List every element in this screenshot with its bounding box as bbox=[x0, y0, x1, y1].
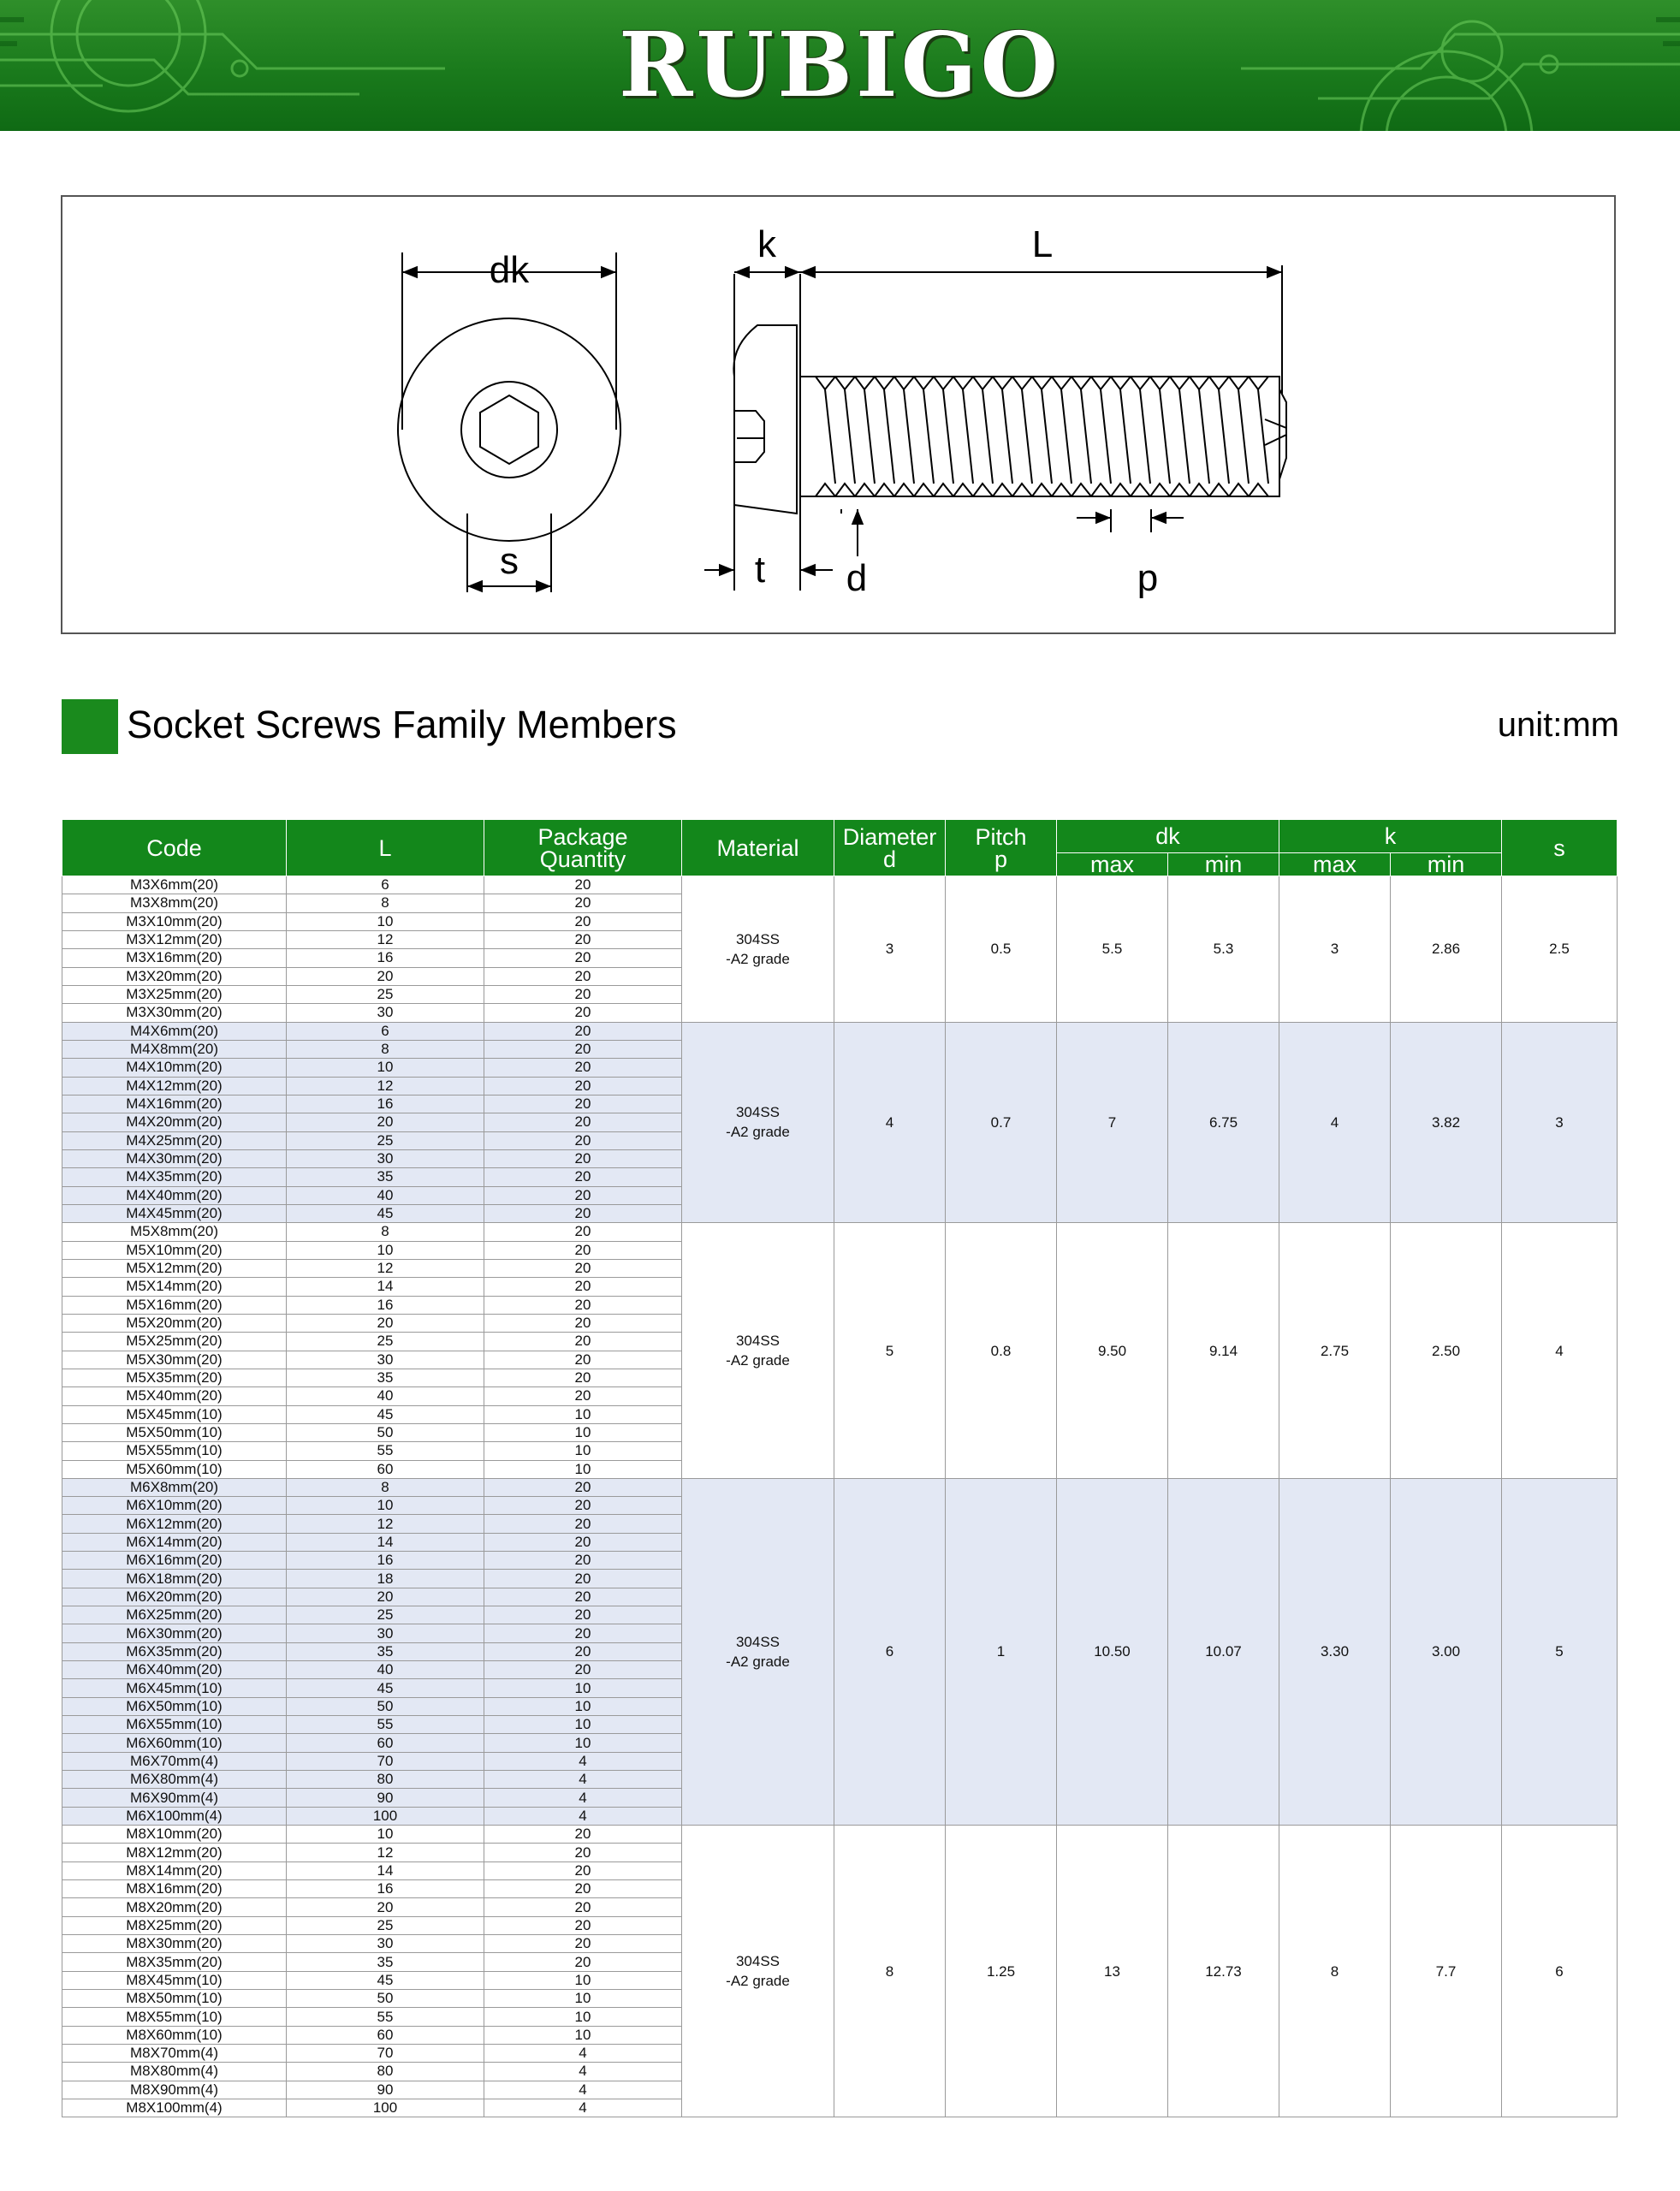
length-cell: 25 bbox=[287, 1916, 484, 1934]
length-cell: 80 bbox=[287, 1771, 484, 1789]
table-row bbox=[62, 1223, 1618, 1241]
code-cell: M6X50mm(10) bbox=[62, 1697, 287, 1715]
code-cell: M5X60mm(10) bbox=[62, 1460, 287, 1478]
code-cell: M4X16mm(20) bbox=[62, 1095, 287, 1113]
length-cell: 25 bbox=[287, 1131, 484, 1149]
code-cell: M5X30mm(20) bbox=[62, 1351, 287, 1369]
length-cell: 35 bbox=[287, 1642, 484, 1660]
code-cell: M6X16mm(20) bbox=[62, 1552, 287, 1570]
code-cell: M5X14mm(20) bbox=[62, 1278, 287, 1296]
label-L: L bbox=[1031, 223, 1054, 265]
length-cell: 60 bbox=[287, 2026, 484, 2044]
length-cell: 35 bbox=[287, 1369, 484, 1386]
length-cell: 16 bbox=[287, 1095, 484, 1113]
package-cell: 20 bbox=[484, 1387, 682, 1405]
material-line2: -A2 grade bbox=[726, 1124, 790, 1141]
code-cell: M6X8mm(20) bbox=[62, 1478, 287, 1496]
header-package-line2: Quantity bbox=[539, 846, 626, 872]
code-cell: M5X40mm(20) bbox=[62, 1387, 287, 1405]
code-cell: M8X30mm(20) bbox=[62, 1935, 287, 1953]
head-circle bbox=[398, 318, 620, 541]
length-cell: 8 bbox=[287, 1223, 484, 1241]
dk-min-cell: 12.73 bbox=[1168, 1826, 1279, 2117]
code-cell: M3X6mm(20) bbox=[62, 876, 287, 894]
length-cell: 90 bbox=[287, 1789, 484, 1807]
code-cell: M3X12mm(20) bbox=[62, 930, 287, 948]
code-cell: M5X50mm(10) bbox=[62, 1423, 287, 1441]
code-cell: M3X16mm(20) bbox=[62, 949, 287, 967]
length-cell: 60 bbox=[287, 1460, 484, 1478]
material-line1: 304SS bbox=[735, 1953, 781, 1970]
length-cell: 16 bbox=[287, 949, 484, 967]
package-cell: 10 bbox=[484, 1990, 682, 2008]
length-cell: 18 bbox=[287, 1570, 484, 1588]
material-line1: 304SS bbox=[735, 930, 781, 947]
length-cell: 45 bbox=[287, 1971, 484, 1989]
length-cell: 20 bbox=[287, 1898, 484, 1916]
code-cell: M4X20mm(20) bbox=[62, 1113, 287, 1131]
header-s: s bbox=[1502, 820, 1618, 876]
material-cell bbox=[682, 1826, 834, 2117]
dk-max-cell: 13 bbox=[1057, 1826, 1168, 2117]
code-cell: M6X45mm(10) bbox=[62, 1679, 287, 1697]
length-cell: 30 bbox=[287, 1149, 484, 1167]
length-cell: 14 bbox=[287, 1278, 484, 1296]
diameter-cell: 6 bbox=[834, 1478, 946, 1825]
code-cell: M8X55mm(10) bbox=[62, 2008, 287, 2026]
package-cell: 20 bbox=[484, 894, 682, 912]
screw-drawing bbox=[62, 197, 1614, 632]
length-cell: 50 bbox=[287, 1423, 484, 1441]
length-cell: 20 bbox=[287, 1588, 484, 1606]
code-cell: M8X45mm(10) bbox=[62, 1971, 287, 1989]
s-cell: 4 bbox=[1502, 1223, 1618, 1479]
material-cell bbox=[682, 876, 834, 1023]
code-cell: M6X25mm(20) bbox=[62, 1606, 287, 1624]
length-cell: 40 bbox=[287, 1186, 484, 1204]
k-min-cell: 3.82 bbox=[1391, 1022, 1502, 1223]
package-cell: 20 bbox=[484, 1186, 682, 1204]
package-cell: 4 bbox=[484, 1752, 682, 1770]
code-cell: M8X70mm(4) bbox=[62, 2045, 287, 2063]
package-cell: 20 bbox=[484, 1259, 682, 1277]
package-cell: 20 bbox=[484, 1168, 682, 1186]
length-cell: 100 bbox=[287, 1807, 484, 1825]
head-profile bbox=[733, 325, 797, 514]
code-cell: M4X8mm(20) bbox=[62, 1040, 287, 1058]
package-cell: 20 bbox=[484, 1826, 682, 1844]
package-cell: 20 bbox=[484, 1552, 682, 1570]
table-row bbox=[62, 1022, 1618, 1040]
label-k: k bbox=[757, 223, 776, 265]
length-cell: 30 bbox=[287, 1351, 484, 1369]
header-code: Code bbox=[62, 820, 287, 876]
pitch-cell: 1 bbox=[946, 1478, 1057, 1825]
package-cell: 10 bbox=[484, 1460, 682, 1478]
length-cell: 90 bbox=[287, 2081, 484, 2099]
s-cell: 2.5 bbox=[1502, 876, 1618, 1023]
package-cell: 20 bbox=[484, 1624, 682, 1642]
k-max-cell: 3 bbox=[1279, 876, 1391, 1023]
length-cell: 8 bbox=[287, 1040, 484, 1058]
length-cell: 10 bbox=[287, 1241, 484, 1259]
package-cell: 20 bbox=[484, 1533, 682, 1551]
material-line1: 304SS bbox=[735, 1333, 781, 1350]
length-cell: 8 bbox=[287, 894, 484, 912]
material-line2: -A2 grade bbox=[726, 1973, 790, 1990]
code-cell: M6X100mm(4) bbox=[62, 1807, 287, 1825]
package-cell: 20 bbox=[484, 1588, 682, 1606]
package-cell: 20 bbox=[484, 1077, 682, 1095]
section-title: Socket Screws Family Members bbox=[127, 703, 677, 746]
length-cell: 10 bbox=[287, 1826, 484, 1844]
brand-logo: RUBIGO bbox=[618, 12, 1062, 117]
length-cell: 35 bbox=[287, 1168, 484, 1186]
code-cell: M8X50mm(10) bbox=[62, 1990, 287, 2008]
package-cell: 10 bbox=[484, 1716, 682, 1734]
length-cell: 55 bbox=[287, 1442, 484, 1460]
package-cell: 4 bbox=[484, 1771, 682, 1789]
package-cell: 4 bbox=[484, 2063, 682, 2081]
package-cell: 20 bbox=[484, 1880, 682, 1898]
length-cell: 16 bbox=[287, 1880, 484, 1898]
dk-max-cell: 7 bbox=[1057, 1022, 1168, 1223]
length-cell: 45 bbox=[287, 1405, 484, 1423]
code-cell: M3X25mm(20) bbox=[62, 985, 287, 1003]
package-cell: 20 bbox=[484, 1916, 682, 1934]
code-cell: M4X45mm(20) bbox=[62, 1204, 287, 1222]
pitch-cell: 0.7 bbox=[946, 1022, 1057, 1223]
header-dk-max: max bbox=[1057, 853, 1168, 876]
package-cell: 20 bbox=[484, 949, 682, 967]
length-cell: 60 bbox=[287, 1734, 484, 1752]
package-cell: 10 bbox=[484, 1405, 682, 1423]
length-cell: 16 bbox=[287, 1552, 484, 1570]
code-cell: M3X8mm(20) bbox=[62, 894, 287, 912]
code-cell: M8X25mm(20) bbox=[62, 1916, 287, 1934]
diameter-cell: 8 bbox=[834, 1826, 946, 2117]
dk-min-cell: 9.14 bbox=[1168, 1223, 1279, 1479]
diameter-cell: 3 bbox=[834, 876, 946, 1023]
length-cell: 70 bbox=[287, 1752, 484, 1770]
code-cell: M6X35mm(20) bbox=[62, 1642, 287, 1660]
package-cell: 20 bbox=[484, 1478, 682, 1496]
dk-max-cell: 5.5 bbox=[1057, 876, 1168, 1023]
header-package bbox=[484, 820, 682, 876]
length-cell: 45 bbox=[287, 1679, 484, 1697]
header-dk-min: min bbox=[1168, 853, 1279, 876]
package-cell: 20 bbox=[484, 1223, 682, 1241]
k-max-cell: 4 bbox=[1279, 1022, 1391, 1223]
length-cell: 14 bbox=[287, 1533, 484, 1551]
package-cell: 10 bbox=[484, 2008, 682, 2026]
header-pitch-line1: Pitch bbox=[975, 823, 1027, 850]
k-min-cell: 2.50 bbox=[1391, 1223, 1502, 1479]
package-cell: 20 bbox=[484, 1241, 682, 1259]
material-cell bbox=[682, 1223, 834, 1479]
code-cell: M5X25mm(20) bbox=[62, 1333, 287, 1351]
code-cell: M6X40mm(20) bbox=[62, 1661, 287, 1679]
length-cell: 25 bbox=[287, 985, 484, 1003]
material-line1: 304SS bbox=[735, 1633, 781, 1650]
code-cell: M8X100mm(4) bbox=[62, 2099, 287, 2117]
length-cell: 6 bbox=[287, 876, 484, 894]
code-cell: M4X25mm(20) bbox=[62, 1131, 287, 1149]
length-cell: 12 bbox=[287, 1844, 484, 1861]
label-s: s bbox=[500, 540, 519, 582]
package-cell: 20 bbox=[484, 1953, 682, 1971]
package-cell: 10 bbox=[484, 1971, 682, 1989]
package-cell: 20 bbox=[484, 1333, 682, 1351]
material-cell bbox=[682, 1478, 834, 1825]
dk-min-cell: 10.07 bbox=[1168, 1478, 1279, 1825]
length-cell: 70 bbox=[287, 2045, 484, 2063]
header-k-min: min bbox=[1391, 853, 1502, 876]
code-cell: M4X12mm(20) bbox=[62, 1077, 287, 1095]
material-cell bbox=[682, 1022, 834, 1223]
code-cell: M3X10mm(20) bbox=[62, 912, 287, 930]
package-cell: 20 bbox=[484, 1497, 682, 1515]
package-cell: 20 bbox=[484, 1898, 682, 1916]
length-cell: 40 bbox=[287, 1387, 484, 1405]
label-p: p bbox=[1137, 557, 1159, 599]
label-t: t bbox=[754, 549, 766, 591]
hex-socket bbox=[480, 395, 538, 464]
diameter-cell: 4 bbox=[834, 1022, 946, 1223]
header-pitch-line2: p bbox=[994, 846, 1008, 872]
k-max-cell: 8 bbox=[1279, 1826, 1391, 2117]
pitch-cell: 1.25 bbox=[946, 1826, 1057, 2117]
length-cell: 30 bbox=[287, 1624, 484, 1642]
package-cell: 20 bbox=[484, 1113, 682, 1131]
package-cell: 20 bbox=[484, 1515, 682, 1533]
code-cell: M8X10mm(20) bbox=[62, 1826, 287, 1844]
code-cell: M5X20mm(20) bbox=[62, 1314, 287, 1332]
k-max-cell: 2.75 bbox=[1279, 1223, 1391, 1479]
length-cell: 25 bbox=[287, 1606, 484, 1624]
unit-label: unit:mm bbox=[1497, 706, 1619, 744]
package-cell: 10 bbox=[484, 1423, 682, 1441]
table-row bbox=[62, 876, 1618, 894]
header-dk: dk bbox=[1057, 820, 1279, 853]
header-diameter bbox=[834, 820, 946, 876]
material-line2: -A2 grade bbox=[726, 1653, 790, 1670]
package-cell: 10 bbox=[484, 1734, 682, 1752]
pitch-cell: 0.8 bbox=[946, 1223, 1057, 1479]
code-cell: M6X10mm(20) bbox=[62, 1497, 287, 1515]
package-cell: 10 bbox=[484, 1442, 682, 1460]
package-cell: 20 bbox=[484, 1606, 682, 1624]
package-cell: 20 bbox=[484, 1095, 682, 1113]
package-cell: 20 bbox=[484, 1661, 682, 1679]
spec-table-body bbox=[62, 876, 1618, 2117]
code-cell: M6X30mm(20) bbox=[62, 1624, 287, 1642]
package-cell: 10 bbox=[484, 1679, 682, 1697]
package-cell: 20 bbox=[484, 1642, 682, 1660]
material-line1: 304SS bbox=[735, 1104, 781, 1121]
code-cell: M8X80mm(4) bbox=[62, 2063, 287, 2081]
length-cell: 10 bbox=[287, 912, 484, 930]
package-cell: 20 bbox=[484, 876, 682, 894]
package-cell: 20 bbox=[484, 1296, 682, 1314]
dk-min-cell: 5.3 bbox=[1168, 876, 1279, 1023]
code-cell: M3X30mm(20) bbox=[62, 1004, 287, 1022]
code-cell: M5X45mm(10) bbox=[62, 1405, 287, 1423]
code-cell: M6X90mm(4) bbox=[62, 1789, 287, 1807]
code-cell: M4X35mm(20) bbox=[62, 1168, 287, 1186]
k-min-cell: 7.7 bbox=[1391, 1826, 1502, 2117]
code-cell: M3X20mm(20) bbox=[62, 967, 287, 985]
length-cell: 12 bbox=[287, 1077, 484, 1095]
s-cell: 5 bbox=[1502, 1478, 1618, 1825]
length-cell: 55 bbox=[287, 1716, 484, 1734]
label-dk: dk bbox=[489, 249, 530, 291]
package-cell: 20 bbox=[484, 1314, 682, 1332]
length-cell: 40 bbox=[287, 1661, 484, 1679]
header-package-line1: Package bbox=[537, 823, 628, 850]
dk-min-cell: 6.75 bbox=[1168, 1022, 1279, 1223]
k-min-cell: 2.86 bbox=[1391, 876, 1502, 1023]
header-diameter-line1: Diameter bbox=[842, 823, 937, 850]
package-cell: 20 bbox=[484, 930, 682, 948]
length-cell: 30 bbox=[287, 1004, 484, 1022]
k-min-cell: 3.00 bbox=[1391, 1478, 1502, 1825]
package-cell: 20 bbox=[484, 1935, 682, 1953]
code-cell: M8X35mm(20) bbox=[62, 1953, 287, 1971]
code-cell: M4X6mm(20) bbox=[62, 1022, 287, 1040]
package-cell: 20 bbox=[484, 1149, 682, 1167]
code-cell: M5X16mm(20) bbox=[62, 1296, 287, 1314]
diameter-cell: 5 bbox=[834, 1223, 946, 1479]
length-cell: 100 bbox=[287, 2099, 484, 2117]
dk-max-cell: 9.50 bbox=[1057, 1223, 1168, 1479]
length-cell: 50 bbox=[287, 1697, 484, 1715]
s-cell: 6 bbox=[1502, 1826, 1618, 2117]
code-cell: M8X20mm(20) bbox=[62, 1898, 287, 1916]
material-line2: -A2 grade bbox=[726, 950, 790, 967]
package-cell: 20 bbox=[484, 1844, 682, 1861]
section-marker bbox=[62, 699, 118, 754]
package-cell: 4 bbox=[484, 2081, 682, 2099]
package-cell: 20 bbox=[484, 1369, 682, 1386]
package-cell: 20 bbox=[484, 1278, 682, 1296]
length-cell: 6 bbox=[287, 1022, 484, 1040]
package-cell: 20 bbox=[484, 967, 682, 985]
dk-max-cell: 10.50 bbox=[1057, 1478, 1168, 1825]
package-cell: 4 bbox=[484, 1789, 682, 1807]
length-cell: 80 bbox=[287, 2063, 484, 2081]
header-length: L bbox=[287, 820, 484, 876]
package-cell: 20 bbox=[484, 1131, 682, 1149]
header-material: Material bbox=[682, 820, 834, 876]
length-cell: 8 bbox=[287, 1478, 484, 1496]
code-cell: M6X18mm(20) bbox=[62, 1570, 287, 1588]
length-cell: 10 bbox=[287, 1059, 484, 1077]
package-cell: 10 bbox=[484, 2026, 682, 2044]
code-cell: M5X10mm(20) bbox=[62, 1241, 287, 1259]
length-cell: 20 bbox=[287, 1314, 484, 1332]
header-pitch bbox=[946, 820, 1057, 876]
package-cell: 20 bbox=[484, 1351, 682, 1369]
table-row bbox=[62, 1478, 1618, 1496]
code-cell: M5X55mm(10) bbox=[62, 1442, 287, 1460]
table-row bbox=[62, 1826, 1618, 1844]
header-k: k bbox=[1279, 820, 1502, 853]
package-cell: 20 bbox=[484, 1040, 682, 1058]
s-cell: 3 bbox=[1502, 1022, 1618, 1223]
code-cell: M5X8mm(20) bbox=[62, 1223, 287, 1241]
package-cell: 20 bbox=[484, 1861, 682, 1879]
code-cell: M4X10mm(20) bbox=[62, 1059, 287, 1077]
code-cell: M8X90mm(4) bbox=[62, 2081, 287, 2099]
package-cell: 20 bbox=[484, 1004, 682, 1022]
package-cell: 20 bbox=[484, 912, 682, 930]
code-cell: M6X60mm(10) bbox=[62, 1734, 287, 1752]
length-cell: 20 bbox=[287, 967, 484, 985]
code-cell: M6X55mm(10) bbox=[62, 1716, 287, 1734]
package-cell: 20 bbox=[484, 1204, 682, 1222]
code-cell: M8X14mm(20) bbox=[62, 1861, 287, 1879]
length-cell: 55 bbox=[287, 2008, 484, 2026]
code-cell: M6X14mm(20) bbox=[62, 1533, 287, 1551]
package-cell: 20 bbox=[484, 985, 682, 1003]
package-cell: 20 bbox=[484, 1570, 682, 1588]
brand-banner bbox=[0, 0, 1680, 131]
screw-dimension-diagram bbox=[61, 195, 1616, 634]
length-cell: 30 bbox=[287, 1935, 484, 1953]
length-cell: 50 bbox=[287, 1990, 484, 2008]
code-cell: M5X35mm(20) bbox=[62, 1369, 287, 1386]
code-cell: M8X16mm(20) bbox=[62, 1880, 287, 1898]
package-cell: 10 bbox=[484, 1697, 682, 1715]
k-max-cell: 3.30 bbox=[1279, 1478, 1391, 1825]
length-cell: 14 bbox=[287, 1861, 484, 1879]
length-cell: 45 bbox=[287, 1204, 484, 1222]
length-cell: 35 bbox=[287, 1953, 484, 1971]
code-cell: M4X30mm(20) bbox=[62, 1149, 287, 1167]
package-cell: 20 bbox=[484, 1059, 682, 1077]
label-d: d bbox=[846, 557, 868, 599]
package-cell: 4 bbox=[484, 1807, 682, 1825]
material-line2: -A2 grade bbox=[726, 1352, 790, 1369]
code-cell: M6X20mm(20) bbox=[62, 1588, 287, 1606]
length-cell: 20 bbox=[287, 1113, 484, 1131]
code-cell: M8X60mm(10) bbox=[62, 2026, 287, 2044]
code-cell: M6X70mm(4) bbox=[62, 1752, 287, 1770]
length-cell: 12 bbox=[287, 1259, 484, 1277]
length-cell: 12 bbox=[287, 1515, 484, 1533]
code-cell: M6X80mm(4) bbox=[62, 1771, 287, 1789]
code-cell: M5X12mm(20) bbox=[62, 1259, 287, 1277]
header-k-max: max bbox=[1279, 853, 1391, 876]
length-cell: 16 bbox=[287, 1296, 484, 1314]
code-cell: M6X12mm(20) bbox=[62, 1515, 287, 1533]
header-diameter-line2: d bbox=[882, 846, 897, 872]
code-cell: M4X40mm(20) bbox=[62, 1186, 287, 1204]
length-cell: 12 bbox=[287, 930, 484, 948]
package-cell: 20 bbox=[484, 1022, 682, 1040]
code-cell: M8X12mm(20) bbox=[62, 1844, 287, 1861]
spec-table bbox=[62, 819, 1618, 2117]
length-cell: 25 bbox=[287, 1333, 484, 1351]
length-cell: 10 bbox=[287, 1497, 484, 1515]
pitch-cell: 0.5 bbox=[946, 876, 1057, 1023]
package-cell: 4 bbox=[484, 2045, 682, 2063]
package-cell: 4 bbox=[484, 2099, 682, 2117]
